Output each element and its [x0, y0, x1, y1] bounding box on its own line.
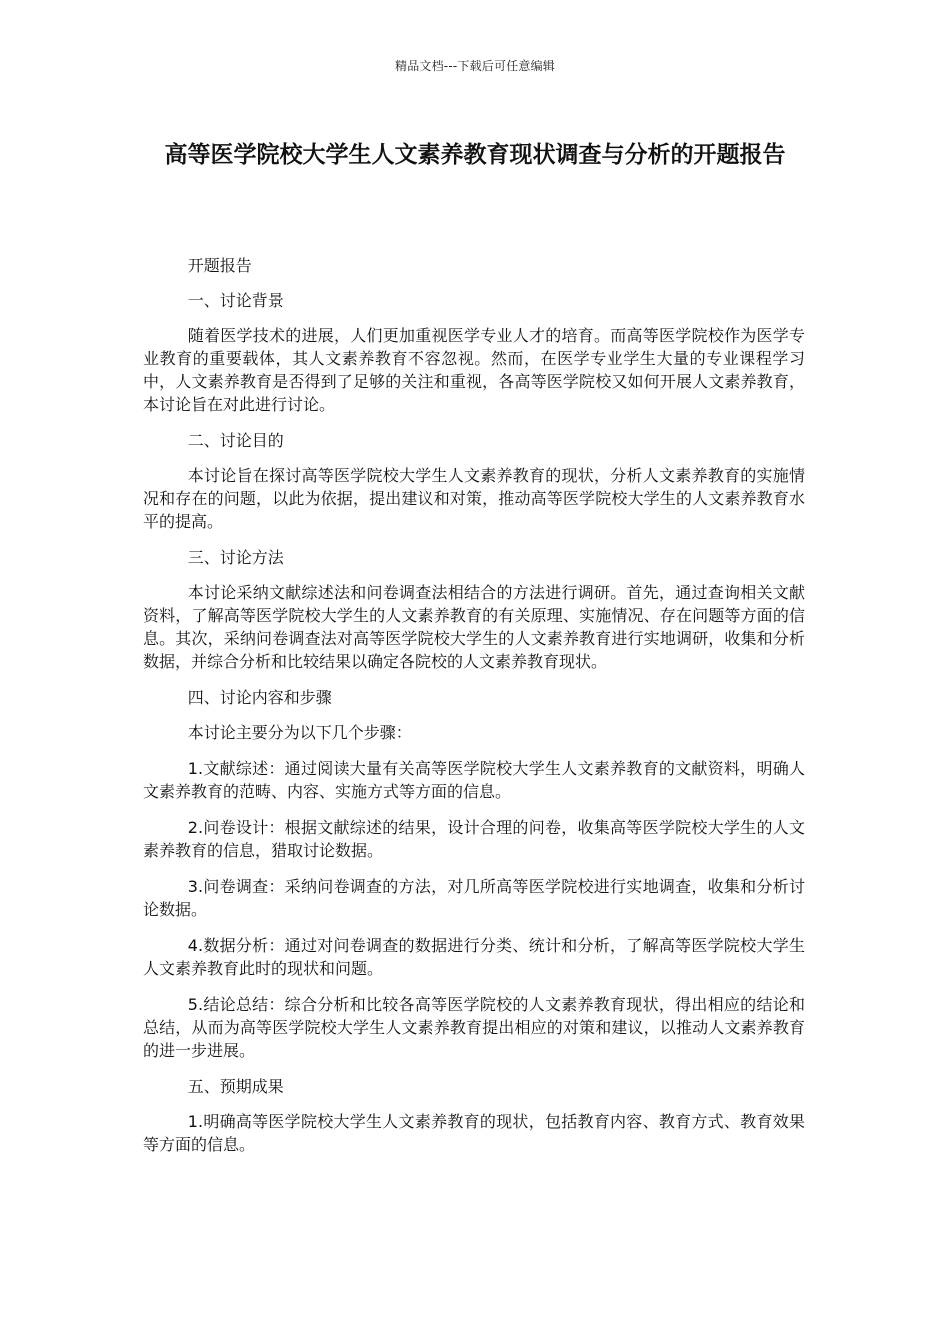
- paragraph-method: 本讨论采纳文献综述法和问卷调查法相结合的方法进行调研。首先，通过查询相关文献资料，了解高等医学院校大学生的人文素养教育的有关原理、实施情况、存在问题等方面的信息。其次，采纳问卷调查法对高等医学院校大学生的人文素养教育进行实地调研，收集和分析数据，并综合分析和比较结果以确定各院校的人文素养教育现状。: [143, 583, 805, 671]
- list-item-step-2: 2.问卷设计：根据文献综述的结果，设计合理的问卷，收集高等医学院校大学生的人文素养教育的信息，猎取讨论数据。: [143, 818, 805, 860]
- heading-expected-results: 五、预期成果: [187, 1077, 284, 1096]
- paragraph-background: 随着医学技术的进展，人们更加重视医学专业人才的培育。而高等医学院校作为医学专业教育的重要载体，其人文素养教育不容忽视。然而，在医学专业学生大量的专业课程学习中，人文素养教育是否得到了足够的关注和重视，各高等医学院校又如何开展人文素养教育，本讨论旨在对此进行讨论。: [143, 326, 805, 414]
- list-item-step-4: 4.数据分析：通过对问卷调查的数据进行分类、统计和分析，了解高等医学院校大学生人文素养教育此时的现状和问题。: [143, 936, 805, 978]
- list-item-step-1: 1.文献综述：通过阅读大量有关高等医学院校大学生人文素养教育的文献资料，明确人文素养教育的范畴、内容、实施方式等方面的信息。: [143, 759, 805, 801]
- paragraph-purpose: 本讨论旨在探讨高等医学院校大学生人文素养教育的现状，分析人文素养教育的实施情况和存在的问题，以此为依据，提出建议和对策，推动高等医学院校大学生的人文素养教育水平的提高。: [143, 466, 805, 531]
- heading-method: 三、讨论方法: [187, 548, 284, 567]
- header-note: 精品文档---下载后可任意编辑: [395, 59, 555, 73]
- section-label: 开题报告: [187, 256, 252, 275]
- list-item-step-3: 3.问卷调查：采纳问卷调查的方法，对几所高等医学院校进行实地调查，收集和分析讨论数据。: [143, 877, 805, 919]
- document-body: [143, 254, 805, 1169]
- heading-content-steps: 四、讨论内容和步骤: [187, 688, 332, 707]
- list-item-step-5: 5.结论总结：综合分析和比较各高等医学院校的人文素养教育现状，得出相应的结论和总结，从而为高等医学院校大学生人文素养教育提出相应的对策和建议，以推动人文素养教育的进一步进展。: [143, 995, 805, 1060]
- list-item-result-1: 1.明确高等医学院校大学生人文素养教育的现状，包括教育内容、教育方式、教育效果等方面的信息。: [143, 1112, 805, 1154]
- document-title: 高等医学院校大学生人文素养教育现状调查与分析的开题报告: [164, 142, 786, 168]
- heading-purpose: 二、讨论目的: [187, 431, 284, 450]
- heading-background: 一、讨论背景: [187, 291, 284, 310]
- paragraph-steps-intro: 本讨论主要分为以下几个步骤：: [187, 723, 412, 742]
